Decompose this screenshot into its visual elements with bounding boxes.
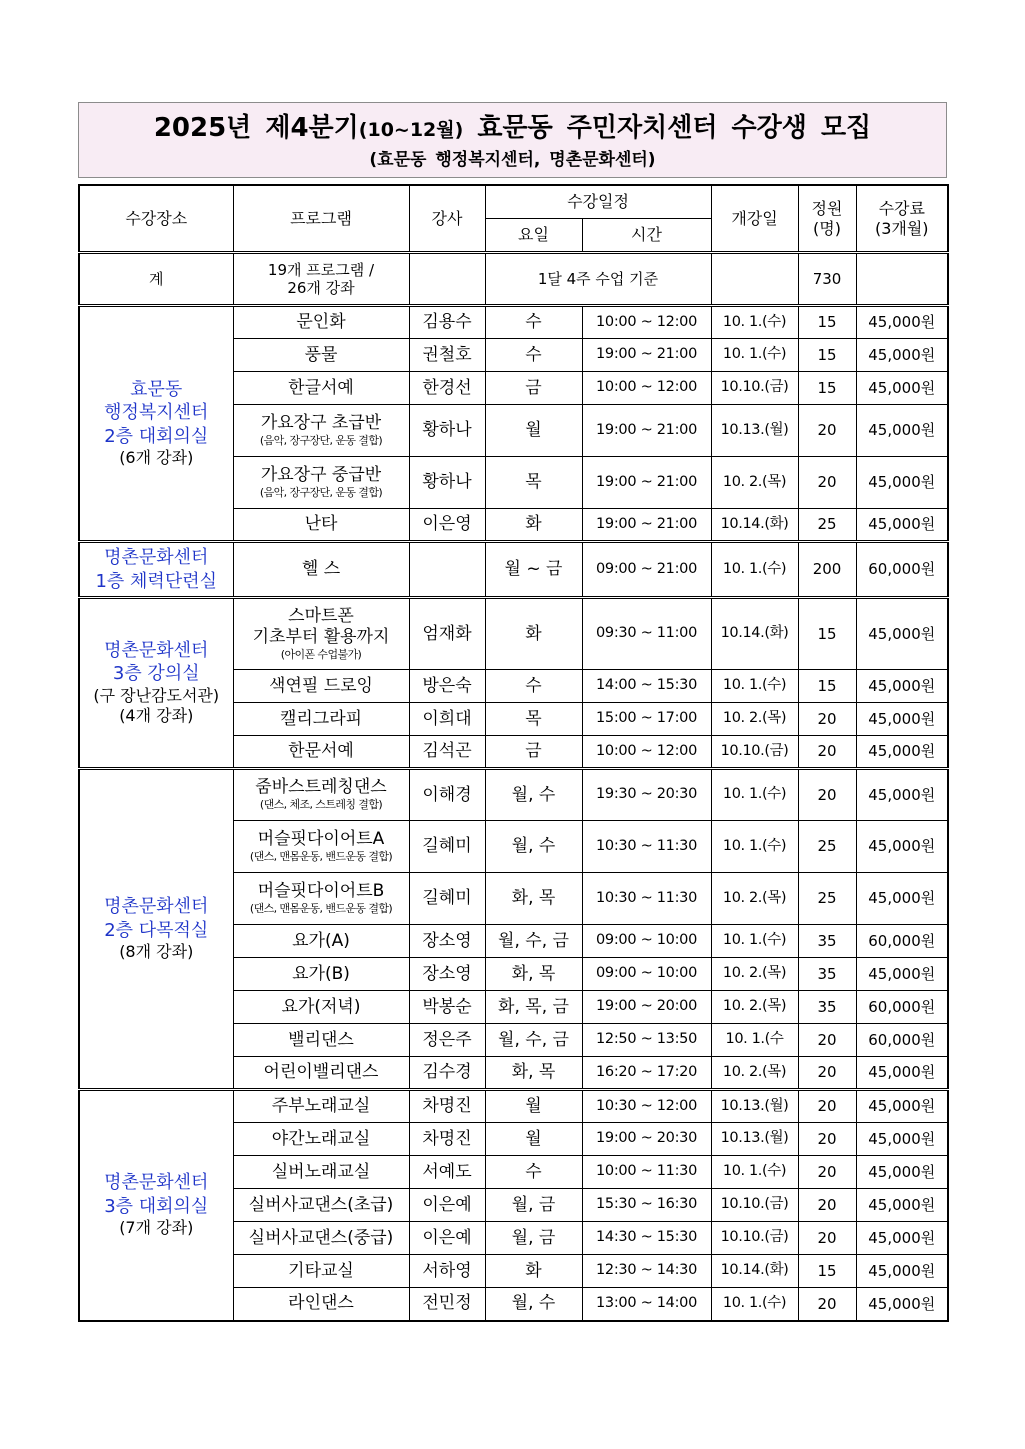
place-detail: (7개 강좌) xyxy=(119,1218,194,1238)
fee-cell: 45,000원 xyxy=(856,1255,948,1288)
day-cell: 월, 금 xyxy=(485,1222,582,1255)
title-box xyxy=(78,102,947,178)
start-date-cell: 10.10.(금) xyxy=(711,1189,798,1222)
instructor-cell: 차명진 xyxy=(409,1090,485,1123)
fee-cell: 45,000원 xyxy=(856,306,948,339)
start-date-cell: 10.14.(화) xyxy=(711,598,798,670)
day-cell: 금 xyxy=(485,372,582,405)
time-cell: 12:50 ~ 13:50 xyxy=(582,1024,711,1057)
program-cell xyxy=(233,958,409,991)
fee-cell: 45,000원 xyxy=(856,1057,948,1090)
day-cell: 화, 목 xyxy=(485,873,582,925)
program-name: 기타교실 xyxy=(288,1260,354,1281)
day-cell: 월, 수 xyxy=(485,769,582,821)
place-name: 2층 다목적실 xyxy=(104,919,209,941)
place-detail: (구 장난감도서관) xyxy=(93,685,220,705)
header-fee-line: 수강료 xyxy=(878,198,925,218)
day-cell: 화 xyxy=(485,509,582,542)
place-name: 명촌문화센터 xyxy=(104,896,209,918)
time-cell: 09:00 ~ 10:00 xyxy=(582,925,711,958)
program-cell xyxy=(233,339,409,372)
start-date-cell: 10.13.(월) xyxy=(711,1123,798,1156)
program-name: 머슬핏다이어트B xyxy=(257,880,385,901)
day-cell: 수 xyxy=(485,339,582,372)
start-date-cell: 10. 2.(목) xyxy=(711,457,798,509)
capacity-cell: 20 xyxy=(798,1222,856,1255)
capacity-cell: 15 xyxy=(798,670,856,703)
total-programs xyxy=(233,253,409,306)
program-note: (댄스, 체조, 스트레칭 결합) xyxy=(259,798,383,812)
header-row xyxy=(79,185,948,219)
capacity-cell: 35 xyxy=(798,925,856,958)
program-cell xyxy=(233,1156,409,1189)
fee-cell: 45,000원 xyxy=(856,1123,948,1156)
start-date-cell: 10. 1.(수) xyxy=(711,769,798,821)
place-name: 명촌문화센터 xyxy=(104,1172,209,1194)
program-name: 한문서예 xyxy=(288,741,354,762)
fee-cell: 45,000원 xyxy=(856,769,948,821)
time-cell: 14:30 ~ 15:30 xyxy=(582,1222,711,1255)
page-subtitle: (효문동 행정복지센터, 명촌문화센터) xyxy=(369,150,656,170)
instructor-cell: 황하나 xyxy=(409,405,485,457)
place-cell xyxy=(79,598,233,769)
program-name: 캘리그라피 xyxy=(279,708,363,729)
program-name: 줌바스트레칭댄스 xyxy=(255,777,387,798)
fee-cell: 45,000원 xyxy=(856,405,948,457)
program-cell xyxy=(233,1189,409,1222)
header-program: 프로그램 xyxy=(233,185,409,253)
program-cell xyxy=(233,736,409,769)
program-name: 색연필 드로잉 xyxy=(269,675,373,696)
title-part-center: 효문동 주민자치센터 수강생 모집 xyxy=(477,113,872,143)
day-cell: 수 xyxy=(485,1156,582,1189)
start-date-cell: 10. 2.(목) xyxy=(711,1057,798,1090)
capacity-cell: 20 xyxy=(798,1024,856,1057)
fee-cell: 45,000원 xyxy=(856,873,948,925)
place-cell xyxy=(79,1090,233,1321)
day-cell: 금 xyxy=(485,736,582,769)
fee-cell: 60,000원 xyxy=(856,925,948,958)
time-cell: 09:00 ~ 10:00 xyxy=(582,958,711,991)
course-row xyxy=(79,598,948,670)
fee-cell: 60,000원 xyxy=(856,1024,948,1057)
place-detail: (8개 강좌) xyxy=(119,941,194,961)
time-cell: 16:20 ~ 17:20 xyxy=(582,1057,711,1090)
program-cell xyxy=(233,1123,409,1156)
fee-cell: 45,000원 xyxy=(856,372,948,405)
program-name: 실버사교댄스(초급) xyxy=(248,1194,394,1215)
program-name: 야간노래교실 xyxy=(271,1128,371,1149)
day-cell: 월, 수 xyxy=(485,821,582,873)
time-cell: 19:30 ~ 20:30 xyxy=(582,769,711,821)
header-schedule: 수강일정 xyxy=(485,185,711,219)
day-cell: 목 xyxy=(485,703,582,736)
instructor-cell: 이은영 xyxy=(409,509,485,542)
fee-cell: 45,000원 xyxy=(856,1288,948,1321)
place-name: 1층 체력단련실 xyxy=(95,570,217,592)
program-name: 실버노래교실 xyxy=(271,1161,371,1182)
capacity-cell: 15 xyxy=(798,339,856,372)
instructor-cell: 박봉순 xyxy=(409,991,485,1024)
instructor-cell: 황하나 xyxy=(409,457,485,509)
capacity-cell: 200 xyxy=(798,542,856,598)
program-cell xyxy=(233,873,409,925)
day-cell: 수 xyxy=(485,670,582,703)
capacity-cell: 15 xyxy=(798,1255,856,1288)
day-cell: 화 xyxy=(485,598,582,670)
capacity-cell: 20 xyxy=(798,1288,856,1321)
instructor-cell: 한경선 xyxy=(409,372,485,405)
instructor-cell: 장소영 xyxy=(409,925,485,958)
fee-cell: 60,000원 xyxy=(856,991,948,1024)
instructor-cell xyxy=(409,542,485,598)
fee-cell: 45,000원 xyxy=(856,1090,948,1123)
capacity-cell: 25 xyxy=(798,821,856,873)
place-name: 효문동 xyxy=(130,379,183,401)
capacity-cell: 20 xyxy=(798,769,856,821)
fee-cell: 45,000원 xyxy=(856,821,948,873)
header-start-date: 개강일 xyxy=(711,185,798,253)
program-name: 스마트폰 xyxy=(288,606,354,627)
instructor-cell: 김수경 xyxy=(409,1057,485,1090)
total-start-empty xyxy=(711,253,798,306)
program-name: 헬 스 xyxy=(301,559,341,580)
capacity-cell: 15 xyxy=(798,306,856,339)
header-day: 요일 xyxy=(485,219,582,253)
instructor-cell: 이은예 xyxy=(409,1222,485,1255)
place-name: 3층 강의실 xyxy=(112,663,200,685)
start-date-cell: 10. 1.(수 xyxy=(711,1024,798,1057)
time-cell: 10:00 ~ 12:00 xyxy=(582,306,711,339)
program-cell xyxy=(233,1090,409,1123)
time-cell: 09:30 ~ 11:00 xyxy=(582,598,711,670)
start-date-cell: 10. 1.(수) xyxy=(711,925,798,958)
start-date-cell: 10.10.(금) xyxy=(711,372,798,405)
capacity-cell: 25 xyxy=(798,509,856,542)
day-cell: 월 xyxy=(485,405,582,457)
title-part-year: 2025년 제4분기 xyxy=(153,113,359,143)
place-name: 2층 대회의실 xyxy=(104,425,209,447)
total-instructor-empty xyxy=(409,253,485,306)
header-time: 시간 xyxy=(582,219,711,253)
capacity-cell: 20 xyxy=(798,736,856,769)
program-cell xyxy=(233,1057,409,1090)
time-cell: 10:30 ~ 11:30 xyxy=(582,821,711,873)
day-cell: 화, 목 xyxy=(485,958,582,991)
program-name: 주부노래교실 xyxy=(271,1096,371,1117)
instructor-cell: 정은주 xyxy=(409,1024,485,1057)
place-cell xyxy=(79,769,233,1090)
capacity-cell: 20 xyxy=(798,703,856,736)
time-cell: 10:00 ~ 11:30 xyxy=(582,1156,711,1189)
start-date-cell: 10. 2.(목) xyxy=(711,958,798,991)
program-note: (음악, 장구장단, 운동 결합) xyxy=(259,433,383,447)
day-cell: 월 ~ 금 xyxy=(485,542,582,598)
program-cell xyxy=(233,1288,409,1321)
start-date-cell: 10.14.(화) xyxy=(711,1255,798,1288)
fee-cell: 45,000원 xyxy=(856,736,948,769)
time-cell: 10:30 ~ 12:00 xyxy=(582,1090,711,1123)
total-basis: 1달 4주 수업 기준 xyxy=(485,253,711,306)
instructor-cell: 서예도 xyxy=(409,1156,485,1189)
program-name: 요가(A) xyxy=(292,930,350,951)
program-name: 가요장구 초급반 xyxy=(260,412,382,433)
time-cell: 19:00 ~ 21:00 xyxy=(582,457,711,509)
program-name: 난타 xyxy=(304,514,338,535)
fee-cell: 45,000원 xyxy=(856,1156,948,1189)
header-instructor: 강사 xyxy=(409,185,485,253)
day-cell: 월, 수 xyxy=(485,1288,582,1321)
fee-cell: 45,000원 xyxy=(856,703,948,736)
time-cell: 10:00 ~ 12:00 xyxy=(582,736,711,769)
instructor-cell: 전민정 xyxy=(409,1288,485,1321)
time-cell: 15:30 ~ 16:30 xyxy=(582,1189,711,1222)
start-date-cell: 10. 1.(수) xyxy=(711,821,798,873)
time-cell: 13:00 ~ 14:00 xyxy=(582,1288,711,1321)
start-date-cell: 10. 2.(목) xyxy=(711,991,798,1024)
program-cell xyxy=(233,991,409,1024)
header-capacity-unit: (명) xyxy=(813,218,841,238)
title-part-months: (10~12월) xyxy=(358,119,464,141)
capacity-cell: 20 xyxy=(798,457,856,509)
header-fee xyxy=(856,185,948,253)
place-cell xyxy=(79,542,233,598)
program-cell xyxy=(233,405,409,457)
fee-cell: 45,000원 xyxy=(856,457,948,509)
fee-cell: 45,000원 xyxy=(856,1189,948,1222)
program-cell xyxy=(233,925,409,958)
program-cell xyxy=(233,598,409,670)
course-row xyxy=(79,542,948,598)
start-date-cell: 10. 2.(목) xyxy=(711,703,798,736)
program-note: (댄스, 맨몸운동, 밴드운동 결합) xyxy=(249,849,393,863)
program-name: 어린이밸리댄스 xyxy=(263,1062,379,1083)
place-detail: (6개 강좌) xyxy=(119,448,194,468)
day-cell: 월, 수, 금 xyxy=(485,1024,582,1057)
start-date-cell: 10. 1.(수) xyxy=(711,542,798,598)
day-cell: 목 xyxy=(485,457,582,509)
start-date-cell: 10. 1.(수) xyxy=(711,339,798,372)
day-cell: 월, 금 xyxy=(485,1189,582,1222)
program-cell xyxy=(233,703,409,736)
program-cell xyxy=(233,1255,409,1288)
start-date-cell: 10.10.(금) xyxy=(711,736,798,769)
fee-cell: 45,000원 xyxy=(856,958,948,991)
instructor-cell: 서하영 xyxy=(409,1255,485,1288)
program-note: (음악, 장구장단, 운동 결합) xyxy=(259,485,383,499)
course-row xyxy=(79,769,948,821)
time-cell: 12:30 ~ 14:30 xyxy=(582,1255,711,1288)
program-name: 풍물 xyxy=(304,344,338,365)
program-cell xyxy=(233,1222,409,1255)
capacity-cell: 20 xyxy=(798,1189,856,1222)
start-date-cell: 10. 1.(수) xyxy=(711,306,798,339)
total-label: 계 xyxy=(79,253,233,306)
total-programs-line: 19개 프로그램 / xyxy=(267,260,375,279)
header-capacity-line: 정원 xyxy=(811,198,843,218)
total-courses-line: 26개 강좌 xyxy=(287,279,355,297)
program-name: 기초부터 활용까지 xyxy=(252,626,390,647)
time-cell: 14:00 ~ 15:30 xyxy=(582,670,711,703)
program-name: 한글서예 xyxy=(288,377,354,398)
time-cell: 19:00 ~ 21:00 xyxy=(582,509,711,542)
capacity-cell: 20 xyxy=(798,1057,856,1090)
day-cell: 월, 수, 금 xyxy=(485,925,582,958)
program-cell xyxy=(233,821,409,873)
day-cell: 월 xyxy=(485,1090,582,1123)
instructor-cell: 이은예 xyxy=(409,1189,485,1222)
start-date-cell: 10. 1.(수) xyxy=(711,670,798,703)
capacity-cell: 20 xyxy=(798,405,856,457)
instructor-cell: 이해경 xyxy=(409,769,485,821)
time-cell: 19:00 ~ 21:00 xyxy=(582,339,711,372)
program-name: 라인댄스 xyxy=(288,1293,354,1314)
fee-cell: 45,000원 xyxy=(856,598,948,670)
program-name: 가요장구 중급반 xyxy=(260,464,382,485)
page-title xyxy=(79,110,946,148)
place-name: 행정복지센터 xyxy=(104,402,209,424)
capacity-cell: 25 xyxy=(798,873,856,925)
time-cell: 19:00 ~ 20:00 xyxy=(582,991,711,1024)
program-name: 문인화 xyxy=(296,312,346,333)
program-name: 밸리댄스 xyxy=(288,1029,354,1050)
program-name: 실버사교댄스(중급) xyxy=(248,1227,394,1248)
program-cell xyxy=(233,372,409,405)
instructor-cell: 엄재화 xyxy=(409,598,485,670)
program-cell xyxy=(233,306,409,339)
capacity-cell: 20 xyxy=(798,1123,856,1156)
instructor-cell: 길혜미 xyxy=(409,873,485,925)
header-fee-period: (3개월) xyxy=(874,218,929,238)
place-name: 명촌문화센터 xyxy=(104,639,209,661)
instructor-cell: 이희대 xyxy=(409,703,485,736)
day-cell: 화, 목, 금 xyxy=(485,991,582,1024)
program-note: (아이폰 수업불가) xyxy=(280,647,362,661)
program-note: (댄스, 맨몸운동, 밴드운동 결합) xyxy=(249,901,393,915)
program-cell xyxy=(233,509,409,542)
place-name: 3층 대회의실 xyxy=(104,1195,209,1217)
time-cell: 10:00 ~ 12:00 xyxy=(582,372,711,405)
start-date-cell: 10. 2.(목) xyxy=(711,873,798,925)
capacity-cell: 15 xyxy=(798,598,856,670)
capacity-cell: 20 xyxy=(798,1090,856,1123)
course-row xyxy=(79,306,948,339)
capacity-cell: 35 xyxy=(798,991,856,1024)
course-row xyxy=(79,1090,948,1123)
fee-cell: 45,000원 xyxy=(856,670,948,703)
time-cell: 19:00 ~ 21:00 xyxy=(582,405,711,457)
total-capacity: 730 xyxy=(798,253,856,306)
program-cell xyxy=(233,670,409,703)
time-cell: 15:00 ~ 17:00 xyxy=(582,703,711,736)
capacity-cell: 15 xyxy=(798,372,856,405)
fee-cell: 45,000원 xyxy=(856,339,948,372)
start-date-cell: 10.13.(월) xyxy=(711,1090,798,1123)
place-name: 명촌문화센터 xyxy=(104,547,209,569)
instructor-cell: 차명진 xyxy=(409,1123,485,1156)
time-cell: 19:00 ~ 20:30 xyxy=(582,1123,711,1156)
header-capacity xyxy=(798,185,856,253)
start-date-cell: 10.10.(금) xyxy=(711,1222,798,1255)
fee-cell: 45,000원 xyxy=(856,509,948,542)
time-cell: 10:30 ~ 11:30 xyxy=(582,873,711,925)
capacity-cell: 35 xyxy=(798,958,856,991)
fee-cell: 60,000원 xyxy=(856,542,948,598)
day-cell: 화 xyxy=(485,1255,582,1288)
day-cell: 화, 목 xyxy=(485,1057,582,1090)
program-cell xyxy=(233,457,409,509)
instructor-cell: 김석곤 xyxy=(409,736,485,769)
program-name: 머슬핏다이어트A xyxy=(257,828,385,849)
instructor-cell: 김용수 xyxy=(409,306,485,339)
program-cell xyxy=(233,1024,409,1057)
start-date-cell: 10. 1.(수) xyxy=(711,1288,798,1321)
instructor-cell: 길혜미 xyxy=(409,821,485,873)
start-date-cell: 10.13.(월) xyxy=(711,405,798,457)
program-cell xyxy=(233,769,409,821)
instructor-cell: 권철호 xyxy=(409,339,485,372)
header-place: 수강장소 xyxy=(79,185,233,253)
capacity-cell: 20 xyxy=(798,1156,856,1189)
instructor-cell: 방은숙 xyxy=(409,670,485,703)
fee-cell: 45,000원 xyxy=(856,1222,948,1255)
day-cell: 월 xyxy=(485,1123,582,1156)
start-date-cell: 10. 1.(수) xyxy=(711,1156,798,1189)
program-cell xyxy=(233,542,409,598)
program-name: 요가(저녁) xyxy=(281,996,361,1017)
time-cell: 09:00 ~ 21:00 xyxy=(582,542,711,598)
start-date-cell: 10.14.(화) xyxy=(711,509,798,542)
total-fee-empty xyxy=(856,253,948,306)
course-schedule-table xyxy=(78,184,949,1322)
place-detail: (4개 강좌) xyxy=(119,706,194,726)
total-row xyxy=(79,253,948,306)
program-name: 요가(B) xyxy=(292,963,350,984)
instructor-cell: 장소영 xyxy=(409,958,485,991)
day-cell: 수 xyxy=(485,306,582,339)
place-cell xyxy=(79,306,233,542)
